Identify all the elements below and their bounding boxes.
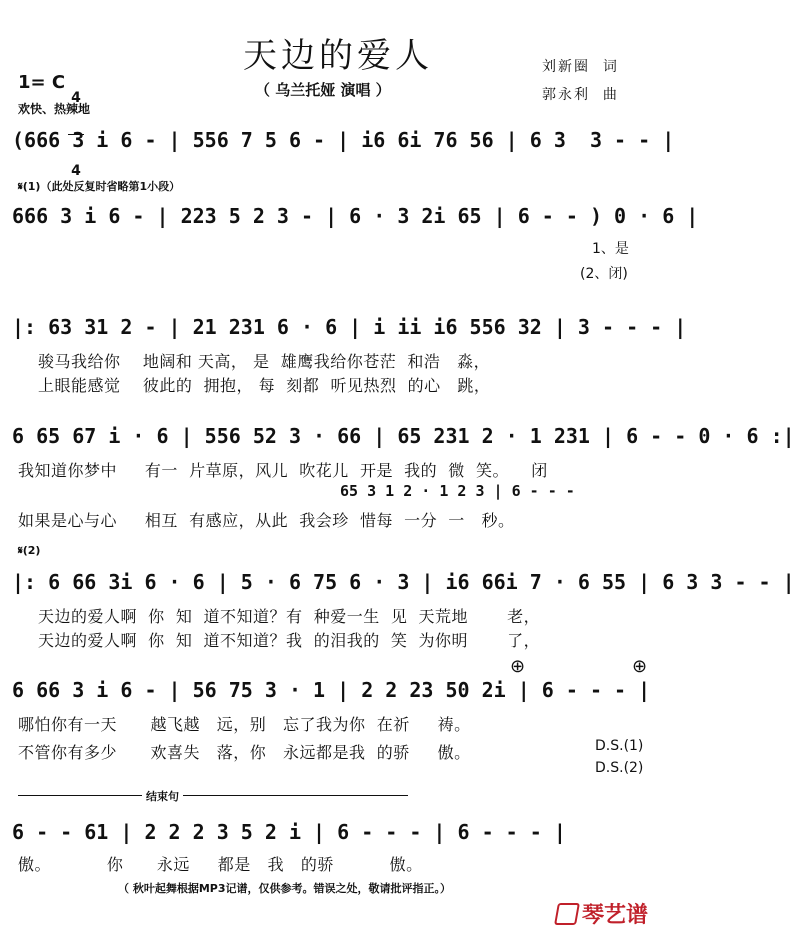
logo-icon (554, 903, 580, 925)
score-line: 6 - - 61 | 2 2 2 3 5 2 i | 6 - - - | 6 - - - | (12, 820, 566, 844)
score-line: |: 63 31 2 - | 21 231 6 · 6 | i ii i6 556 32 | 3 - - - | (12, 315, 687, 339)
segno-note: 𝄋(2) (18, 544, 41, 557)
score-line: 6 65 67 i · 6 | 556 52 3 · 66 | 65 231 2 · 1 231 | 6 - - 0 · 6 :| (12, 424, 795, 448)
lyric-line: (2、闭) (580, 266, 628, 282)
score-line: (666 3 i 6 - | 556 7 5 6 - | i6 6i 76 56 | 6 3 3 - - | (12, 128, 675, 152)
lyric-line: 傲。 你 永远 都是 我 的骄 傲。 (18, 855, 423, 874)
ds-marking: D.S.(2) (595, 760, 644, 776)
score-line-alt: 65 3 1 2 · 1 2 3 | 6 - - - (340, 482, 575, 500)
ending-bracket (18, 795, 408, 796)
page-subtitle: （ 乌兰托娅 演唱 ） (255, 81, 391, 99)
logo-text: 琴艺谱 (582, 903, 649, 928)
ending-label: 结束句 (142, 788, 183, 804)
lyric-line: 骏马我给你 地阔和 天高， 是 雄鹰我给你苍茫 和浩 淼， (38, 352, 491, 371)
lyric-line: 天边的爱人啊 你 知 道不知道？我 的泪我的 笑 为你明 了， (38, 631, 541, 650)
score-line: 6 66 3 i 6 - | 56 75 3 · 1 | 2 2 23 50 2i | 6 - - - | (12, 678, 651, 702)
footer-note: （ 秋叶起舞根据MP3记谱，仅供参考。错误之处，敬请批评指正。） (118, 882, 451, 895)
time-signature-bottom: 4 (71, 163, 81, 179)
lyric-line: 天边的爱人啊 你 知 道不知道？有 种爱一生 见 天荒地 老， (38, 607, 541, 626)
key-signature: 1= C (18, 72, 66, 93)
lyricist-credit: 刘新圈 词 (542, 59, 619, 75)
lyric-line: 1、是 (592, 241, 629, 257)
coda-icon: ⊕ (510, 656, 526, 677)
score-line: |: 6 66 3i 6 · 6 | 5 · 6 75 6 · 3 | i6 66i 7 · 6 55 | 6 3 3 - - | (12, 570, 795, 594)
score-line: 666 3 i 6 - | 223 5 2 3 - | 6 · 3 2i 65 | 6 - - ) 0 · 6 | (12, 204, 699, 228)
time-signature-top: 4 (71, 90, 81, 106)
lyric-line: 上眼能感觉 彼此的 拥抱， 每 刻都 听见热烈 的心 跳， (38, 376, 491, 395)
composer-credit: 郭永利 曲 (542, 87, 619, 103)
page-title: 天边的爱人 (243, 36, 433, 76)
coda-icon: ⊕ (632, 656, 648, 677)
lyric-line: 如果是心与心 相互 有感应，从此 我会珍 惜每 一分 一 秒。 (18, 511, 515, 530)
lyric-line: 不管你有多少 欢喜失 落，你 永远都是我 的骄 傲。 (18, 743, 471, 762)
segno-note: 𝄋(1)（此处反复时省略第1小段） (18, 180, 181, 193)
site-logo (556, 898, 648, 929)
ds-marking: D.S.(1) (595, 738, 644, 754)
tempo-marking: 欢快、热辣地 (18, 102, 91, 116)
lyric-line: 哪怕你有一天 越飞越 远，别 忘了我为你 在祈 祷。 (18, 715, 471, 734)
lyric-line: 我知道你梦中 有一 片草原，风儿 吹花儿 开是 我的 微 笑。 闭 (18, 461, 548, 480)
